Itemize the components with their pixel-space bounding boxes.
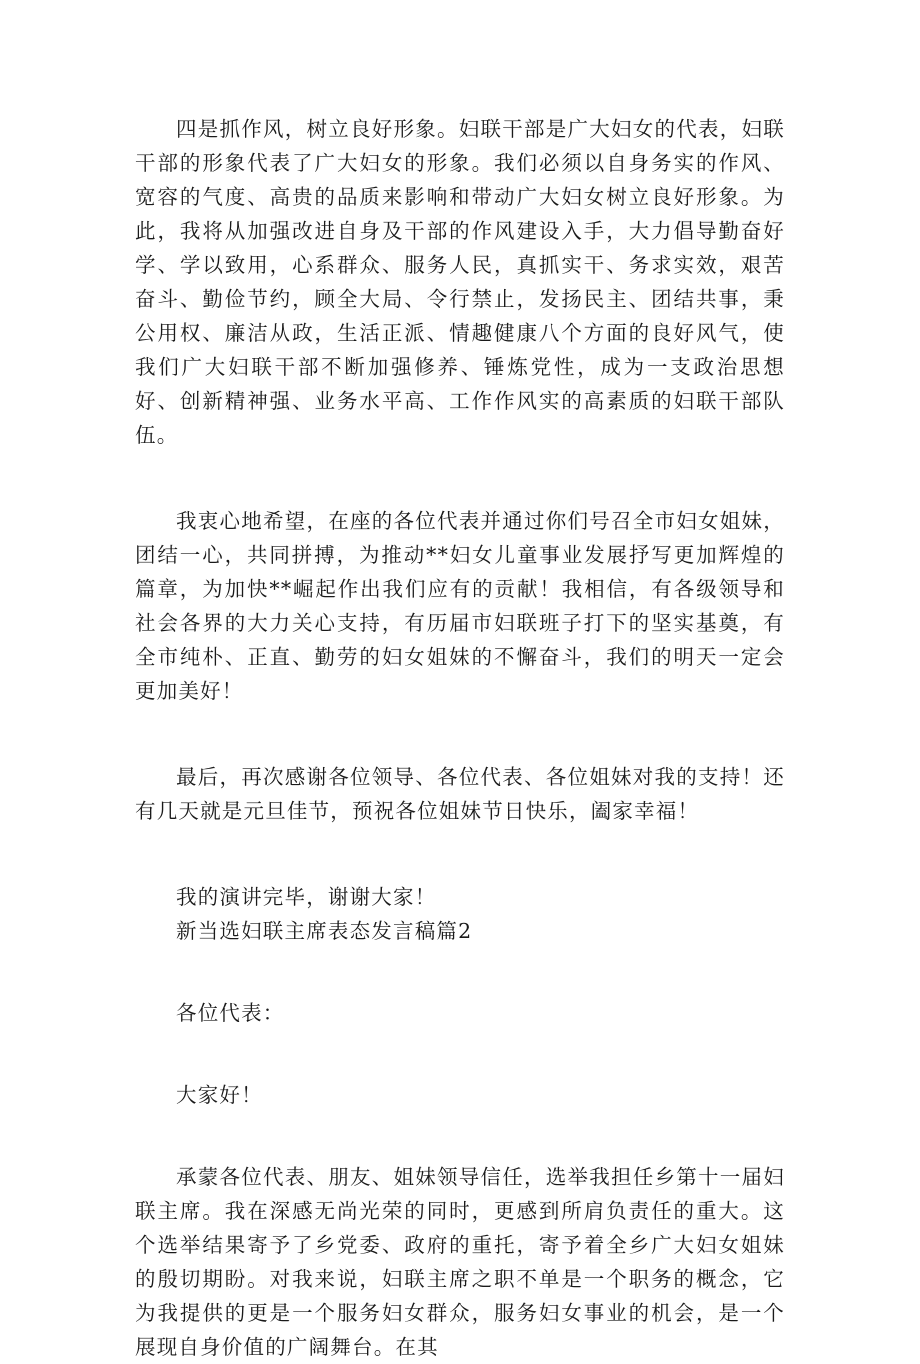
- greeting: 大家好！: [176, 1083, 263, 1107]
- paragraph-closing: 我的演讲完毕，谢谢大家！: [176, 885, 437, 909]
- paragraph-hope: 我衷心地希望，在座的各位代表并通过你们号召全市妇女姐妹，团结一心，共同拼搏，为推动**妇女儿童事业发展抒写更加辉煌的篇章，为加快**崛起作出我们应有的贡献！我相信，有各级领导和社会各界的大力关心支持，有历届市妇联班子打下的坚实基奠，有全市纯朴、正直、勤劳的妇女姐妹的不懈奋斗，我们的明天一定会更加美好！: [135, 509, 785, 703]
- paragraph-acceptance: 承蒙各位代表、朋友、姐妹领导信任，选举我担任乡第十一届妇联主席。我在深感无尚光荣的同时，更感到所肩负责任的重大。这个选举结果寄予了乡党委、政府的重托，寄予着全乡广大妇女姐妹的殷切期盼。对我来说，妇联主席之职不单是一个职务的概念，它为我提供的更是一个服务妇女群众，服务妇女事业的机会，是一个展现自身价值的广阔舞台。在其: [135, 1165, 785, 1359]
- paragraph-thanks: 最后，再次感谢各位领导、各位代表、各位姐妹对我的支持！还有几天就是元旦佳节，预祝各位姐妹节日快乐，阖家幸福！: [135, 765, 785, 823]
- salutation: 各位代表：: [176, 1001, 285, 1025]
- section-title: 新当选妇联主席表态发言稿篇2: [176, 919, 473, 943]
- paragraph-work-style: 四是抓作风，树立良好形象。妇联干部是广大妇女的代表，妇联干部的形象代表了广大妇女的形象。我们必须以自身务实的作风、宽容的气度、高贵的品质来影响和带动广大妇女树立良好形象。为此，我将从加强改进自身及干部的作风建设入手，大力倡导勤奋好学、学以致用，心系群众、服务人民，真抓实干、务求实效，艰苦奋斗、勤俭节约，顾全大局、令行禁止，发扬民主、团结共事，秉公用权、廉洁从政，生活正派、情趣健康八个方面的良好风气，使我们广大妇联干部不断加强修养、锤炼党性，成为一支政治思想好、创新精神强、业务水平高、工作作风实的高素质的妇联干部队伍。: [135, 117, 785, 447]
- document-body: [135, 112, 785, 1364]
